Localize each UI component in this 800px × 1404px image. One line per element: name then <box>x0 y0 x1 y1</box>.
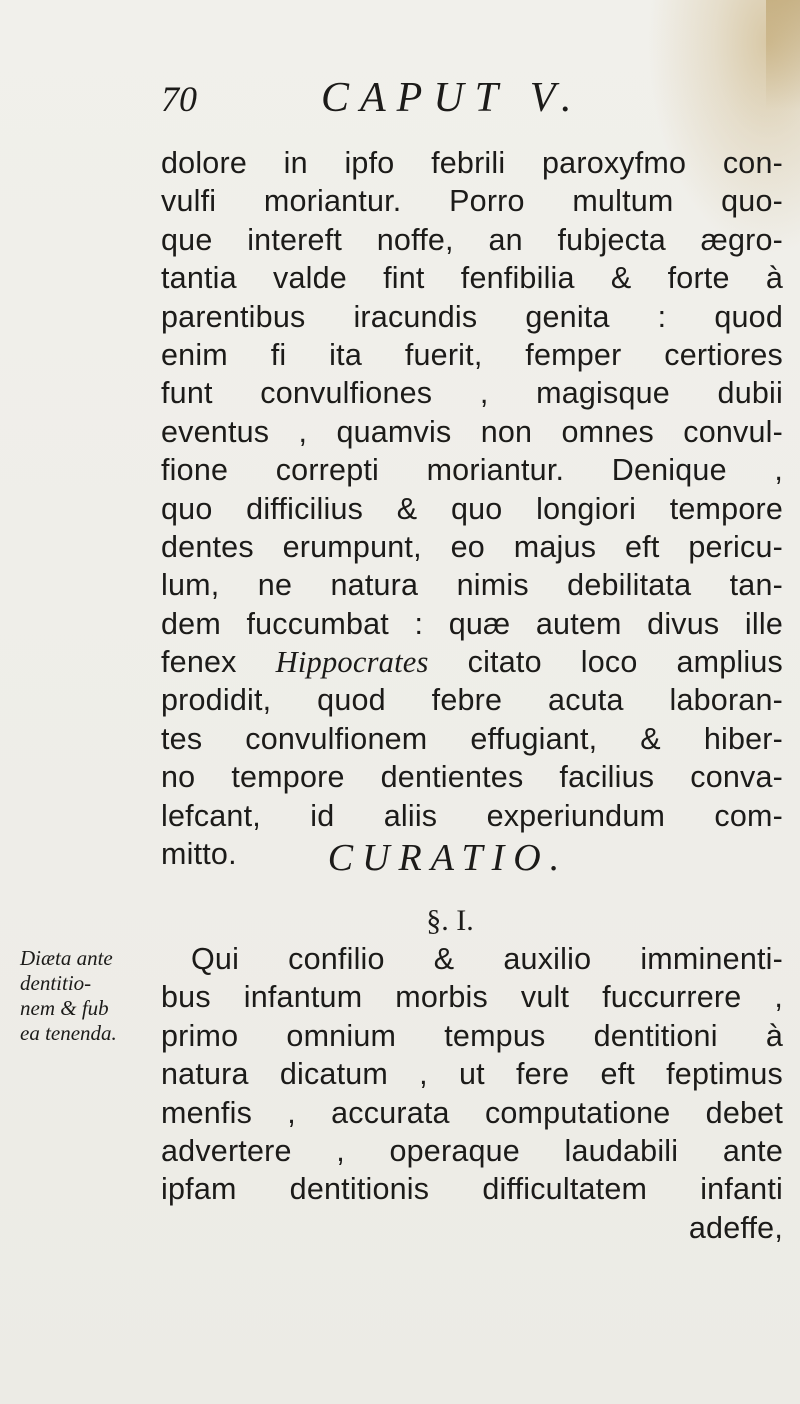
text-line: que intereft noffe, an fubjecta ægro- <box>161 222 783 257</box>
text-line: lum, ne natura nimis debilitata tan- <box>161 568 783 603</box>
text-line: eventus , quamvis non omnes convul- <box>161 414 783 449</box>
text-line: tes convulfionem effugiant, & hiber- <box>161 721 783 756</box>
text-line: primo omnium tempus dentitioni à <box>161 1018 783 1053</box>
text-line: enim fi ita fuerit, femper certiores <box>161 337 783 372</box>
text-line: Qui confilio & auxilio imminenti- <box>191 942 783 976</box>
text-line: prodidit, quod febre acuta laboran- <box>161 683 783 718</box>
text-line: dolore in ipfo febrili paroxyfmo con- <box>161 146 783 180</box>
text-line: natura dicatum , ut fere eft feptimus <box>161 1057 783 1092</box>
marginal-note-line: Diæta ante <box>20 946 113 970</box>
text-line: menfis , accurata computatione debet <box>161 1095 783 1130</box>
marginal-note <box>20 946 155 1046</box>
section-paragraph <box>161 940 783 1247</box>
marginal-note-line: dentitio- <box>20 971 92 995</box>
catchword: adeffe, <box>688 1210 783 1245</box>
marginal-note-line: nem & fub <box>20 996 109 1020</box>
text-line: tantia valde fint fenfibilia & forte à <box>161 261 783 296</box>
section-heading: CURATIO. <box>327 837 569 879</box>
section-number: §. I. <box>426 904 474 937</box>
text-line: mitto. <box>161 837 237 872</box>
text-line: no tempore dentientes facilius conva- <box>161 760 783 795</box>
text-line: bus infantum morbis vult fuccurrere , <box>161 980 783 1015</box>
text-line: funt convulfiones , magisque dubii <box>161 376 783 411</box>
marginal-note-line: ea tenenda. <box>20 1021 117 1045</box>
text-line: fione correpti moriantur. Denique , <box>161 453 783 488</box>
text-line: ipfam dentitionis difficultatem infanti <box>161 1172 783 1207</box>
text-line: lefcant, id aliis experiundum com- <box>161 798 783 833</box>
body-paragraph <box>161 144 783 873</box>
running-title: CAPUT V. <box>321 75 583 121</box>
page-header <box>161 68 781 128</box>
page-number: 70 <box>161 79 197 119</box>
text-line: fenex Hippocrates citato loco amplius <box>161 645 783 680</box>
text-line: dentes erumpunt, eo majus eft pericu- <box>161 529 783 564</box>
text-line: quo difficilius & quo longiori tempore <box>161 491 783 526</box>
text-line: advertere , operaque laudabili ante <box>161 1133 783 1168</box>
text-line: dem fuccumbat : quæ autem divus ille <box>161 606 783 641</box>
text-line: vulfi moriantur. Porro multum quo- <box>161 184 783 219</box>
text-line: parentibus iracundis genita : quod <box>161 299 783 334</box>
author-name: Hippocrates <box>275 645 429 680</box>
